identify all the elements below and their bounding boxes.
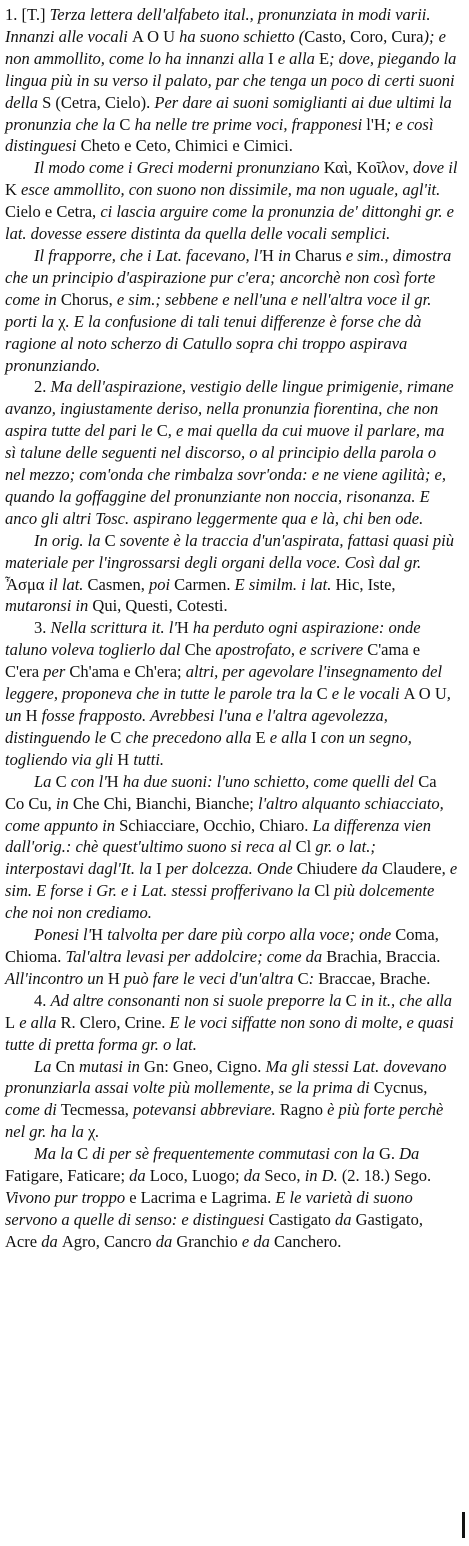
italic-text: Ma dell'aspirazione, vestigio delle lingue primigenie, rimane avanzo, ingiustamente deriso, nella pronunzia fiorentina, che non aspira tutte del pari le: [5, 377, 454, 441]
roman-text: Seco,: [264, 1166, 301, 1186]
italic-text: ); e non ammollito, come lo ha innanzi alla: [5, 26, 446, 68]
entry-paragraph: [5, 245, 458, 376]
italic-text: con l': [66, 771, 107, 791]
roman-text: L: [5, 1012, 16, 1032]
roman-text: Cielo e Cetra,: [5, 202, 97, 222]
italic-text: Ma gli stessi Lat. dovevano pronunziarla assai volte più mollemente, se la prima di: [5, 1056, 447, 1098]
italic-text: per dolcezza. Onde: [161, 859, 297, 879]
roman-text: C: [297, 968, 309, 988]
italic-text: Nella scrittura it. l': [50, 618, 177, 638]
italic-text: in: [51, 793, 73, 813]
italic-text: ; dove, piegando la lingua più in su verso il palato, par che tenga un poco di certi suoni della: [5, 48, 457, 112]
entry-paragraph: [5, 617, 458, 770]
roman-text: C: [119, 114, 131, 134]
roman-text: χ: [87, 1122, 96, 1142]
roman-text: Qui, Questi, Cotesti.: [92, 596, 228, 616]
entry-paragraph: [5, 4, 458, 157]
roman-text: Che: [184, 640, 212, 660]
italic-text: e alla: [273, 48, 319, 68]
italic-text: più dolcemente che noi non crediamo.: [5, 881, 435, 923]
italic-text: talvolta per dare più corpo alla voce; onde: [103, 925, 396, 945]
italic-text: e alla: [15, 1012, 61, 1032]
roman-text: 4.: [34, 990, 51, 1010]
roman-text: χ: [58, 311, 66, 331]
italic-text: Il modo come i Greci moderni pronunziano: [34, 158, 324, 178]
italic-text: potevansi abbreviare.: [128, 1100, 280, 1120]
roman-text: 2.: [34, 377, 51, 397]
entry-paragraph: [5, 924, 458, 990]
roman-text: Cl: [314, 881, 330, 901]
roman-text: Casmen,: [87, 574, 145, 594]
italic-text: che precedono alla: [121, 727, 256, 747]
roman-text: H: [91, 925, 104, 945]
roman-text: Castigato: [268, 1209, 331, 1229]
roman-text: Ca Co Cu,: [5, 771, 437, 813]
roman-text: Ἆσμα: [5, 574, 45, 594]
roman-text: Agro, Cancro: [61, 1231, 152, 1251]
roman-text: Hic, Iste,: [335, 574, 396, 594]
italic-text: E le varietà di suono servono a quelle di senso: e distinguesi: [5, 1187, 413, 1229]
italic-text: altri, per agevolare l'insegnamento del leggere, proponeva che in tutte le parole tra la: [5, 662, 443, 704]
roman-text: Καὶ, Κοῖλον,: [323, 158, 409, 178]
roman-text: Coma, Chioma.: [5, 925, 439, 966]
roman-text: G.: [378, 1144, 395, 1164]
italic-text: ci lascia arguire come la pronunzia de' dittonghi gr. e lat. dovesse essere distinta da quella delle vocali semplici.: [5, 202, 454, 244]
roman-text: I: [268, 48, 274, 68]
roman-text: Chiudere: [296, 859, 358, 879]
entry-paragraph: [5, 1143, 458, 1253]
italic-text: in it., che alla: [356, 990, 452, 1010]
italic-text: è più forte perchè nel gr. ha la: [5, 1100, 444, 1142]
roman-text: C: [156, 421, 168, 441]
italic-text: Ma la: [34, 1144, 78, 1164]
roman-text: Braccae, Brache.: [318, 968, 431, 988]
italic-text: E similm. i lat.: [230, 574, 336, 594]
roman-text: Ragno: [279, 1100, 323, 1120]
italic-text: gr. o lat.; interpostavi dagl'It. la: [5, 837, 376, 879]
roman-text: 3.: [34, 618, 51, 638]
roman-text: H: [106, 771, 119, 791]
roman-text: C: [77, 1144, 89, 1164]
italic-text: sovente è la traccia d'un'aspirata, fattasi quasi più materiale per l'ingrossarsi degli organi della voce. Così dal gr.: [5, 530, 455, 572]
italic-text: Il frapporre, che i Lat. facevano, l': [34, 245, 262, 265]
italic-text: poi: [144, 574, 175, 594]
italic-text: Vivono pur troppo: [5, 1187, 130, 1207]
italic-text: con un segno, togliendo via gli: [5, 727, 412, 769]
italic-text: , un: [5, 684, 451, 725]
italic-text: per: [39, 662, 70, 682]
roman-text: Gn: Gneo, Cigno.: [144, 1056, 262, 1076]
roman-text: H: [117, 749, 130, 769]
italic-text: apostrofato, e scrivere: [211, 640, 368, 660]
italic-text: :: [308, 968, 319, 988]
roman-text: E: [255, 727, 266, 747]
italic-text: in D.: [300, 1166, 342, 1186]
italic-text: e sim., dimostra che un principio d'aspirazione pur c'era; ancorchè non così forte come in: [5, 245, 452, 309]
italic-text: ; e così distinguesi: [5, 114, 434, 156]
roman-text: Cn: [55, 1056, 75, 1076]
roman-text: A O U: [131, 26, 176, 46]
entry-paragraph: [5, 376, 458, 529]
italic-text: ha suono schietto (: [175, 26, 305, 46]
italic-text: e sim.; sebbene e nell'una e nell'altra voce il gr. porti la: [5, 289, 432, 331]
roman-text: I: [311, 727, 317, 747]
italic-text: In orig. la: [34, 530, 105, 550]
roman-text: Charus: [294, 245, 342, 265]
roman-text: H: [25, 706, 38, 725]
italic-text: da: [357, 859, 383, 879]
roman-text: Carmen.: [174, 574, 231, 594]
roman-text: Brachia, Braccia.: [326, 946, 441, 966]
roman-text: l'H: [366, 114, 386, 134]
roman-text: Granchio: [176, 1231, 238, 1251]
italic-text: l'altro alquanto schiacciato, come appunto in: [5, 793, 444, 835]
italic-text: E le voci siffatte non sono di molte, e quasi tutte di pretta forma gr. o lat.: [5, 1012, 454, 1054]
roman-text: Loco, Luogo;: [149, 1166, 240, 1186]
roman-text: (2. 18.) Sego.: [341, 1166, 432, 1186]
roman-text: Canchero.: [273, 1231, 342, 1251]
italic-text: e alla: [265, 727, 311, 747]
italic-text: il lat.: [44, 574, 88, 594]
roman-text: Chorus,: [60, 289, 113, 309]
roman-text: H: [176, 618, 189, 638]
roman-text: Casto, Coro, Cura: [304, 26, 424, 46]
italic-text: e da: [237, 1231, 274, 1251]
roman-text: Ch'ama e Ch'era;: [69, 662, 182, 682]
entry-paragraph: [5, 990, 458, 1056]
entry-paragraph: [5, 771, 458, 924]
roman-text: E: [318, 48, 330, 68]
roman-text: C'ama e C'era: [5, 640, 421, 682]
roman-text: K: [5, 180, 17, 200]
italic-text: di per sè frequentemente commutasi con la: [88, 1144, 379, 1164]
italic-text: dove il: [408, 158, 458, 178]
page-edge-mark: [462, 1512, 465, 1538]
italic-text: in: [273, 245, 295, 265]
italic-text: tutti.: [129, 749, 165, 769]
roman-text: Fatigare, Faticare;: [5, 1166, 126, 1186]
roman-text: I: [156, 859, 162, 879]
entry-paragraph: [5, 157, 458, 245]
italic-text: da: [151, 1231, 177, 1251]
roman-text: C: [55, 771, 67, 791]
italic-text: La: [34, 1056, 56, 1076]
roman-text: C: [110, 727, 122, 747]
italic-text: Da: [394, 1144, 420, 1164]
roman-text: Schiacciare, Occhio, Chiaro.: [119, 815, 309, 835]
italic-text: da: [330, 1209, 356, 1229]
roman-text: A O U: [403, 684, 447, 704]
italic-text: Per dare ai suoni somiglianti ai due ultimi la pronunzia che la: [5, 92, 452, 134]
roman-text: Tecmessa,: [60, 1100, 129, 1120]
roman-text: Cl: [295, 837, 312, 857]
italic-text: esce ammollito, con suono non dissimile, ma non uguale, agl'it.: [16, 180, 441, 200]
italic-text: .: [95, 1122, 100, 1142]
italic-text: e sim. E forse i Gr. e i Lat. stessi profferivano la: [5, 859, 458, 901]
roman-text: Claudere,: [382, 859, 446, 879]
italic-text: Tal'altra levasi per addolcire; come da: [61, 946, 327, 966]
italic-text: Ponesi l': [34, 925, 92, 945]
italic-text: come di: [5, 1100, 61, 1120]
italic-text: , e mai quella da cui muove il parlare, ma sì talune delle seguenti nel discorso, o al principio della parola o nel mezzo; com'onda che rimbalza sovr'onda: e ne viene agilità; e, quando la goffaggine del pronunziante non noccia, risonanza. E anco gli altri Tosc. aspirano leggermente qua e là, chi ben ode.: [5, 421, 446, 528]
entry-paragraph: [5, 1056, 458, 1144]
roman-text: R. Clero, Crine.: [60, 1012, 166, 1032]
italic-text: ha due suoni: l'uno schietto, come quelli del: [118, 771, 419, 791]
italic-text: da: [125, 1166, 150, 1186]
italic-text: Terza lettera dell'alfabeto ital., pronunziata in modi varii. Innanzi alle vocali: [5, 5, 431, 46]
roman-text: Gastigato, Acre: [5, 1209, 423, 1251]
roman-text: e Lacrima e Lagrima.: [129, 1187, 272, 1207]
entry-paragraph: [5, 530, 458, 618]
italic-text: mutasi in: [74, 1056, 145, 1076]
italic-text: La differenza vien dall'orig.: chè quest'ultimo suono si reca al: [5, 815, 431, 857]
roman-text: Che Chi, Bianchi, Bianche;: [72, 793, 254, 813]
roman-text: Cycnus,: [373, 1078, 428, 1098]
italic-text: e le vocali: [327, 684, 404, 704]
italic-text: da: [37, 1231, 62, 1251]
italic-text: può fare le veci d'un'altra: [119, 968, 298, 988]
italic-text: ha perduto ogni aspirazione: onde taluno voleva toglierlo dal: [5, 618, 421, 660]
roman-text: Cheto e Ceto, Chimici e Cimici.: [80, 136, 293, 156]
italic-text: ha nelle tre prime voci, frapponesi: [130, 114, 367, 134]
italic-text: All'incontro un: [5, 968, 108, 988]
roman-text: 1. [T.]: [5, 5, 50, 24]
italic-text: . E la confusione di tali tenui differenze è forse che dà ragione al noto scherzo di Catullo sopra chi troppo aspirava pronunziando.: [5, 311, 422, 375]
roman-text: H: [261, 245, 274, 265]
roman-text: C: [316, 684, 328, 704]
italic-text: da: [239, 1166, 265, 1186]
roman-text: C: [104, 530, 116, 550]
italic-text: La: [34, 771, 56, 791]
italic-text: fosse frapposto. Avrebbesi l'una e l'altra agevolezza, distinguendo le: [5, 706, 388, 747]
roman-text: H: [107, 968, 120, 988]
italic-text: Ad altre consonanti non si suole preporre la: [50, 990, 346, 1010]
italic-text: mutaronsi in: [5, 596, 93, 616]
roman-text: S (Cetra, Cielo).: [42, 92, 151, 112]
roman-text: C: [345, 990, 357, 1010]
